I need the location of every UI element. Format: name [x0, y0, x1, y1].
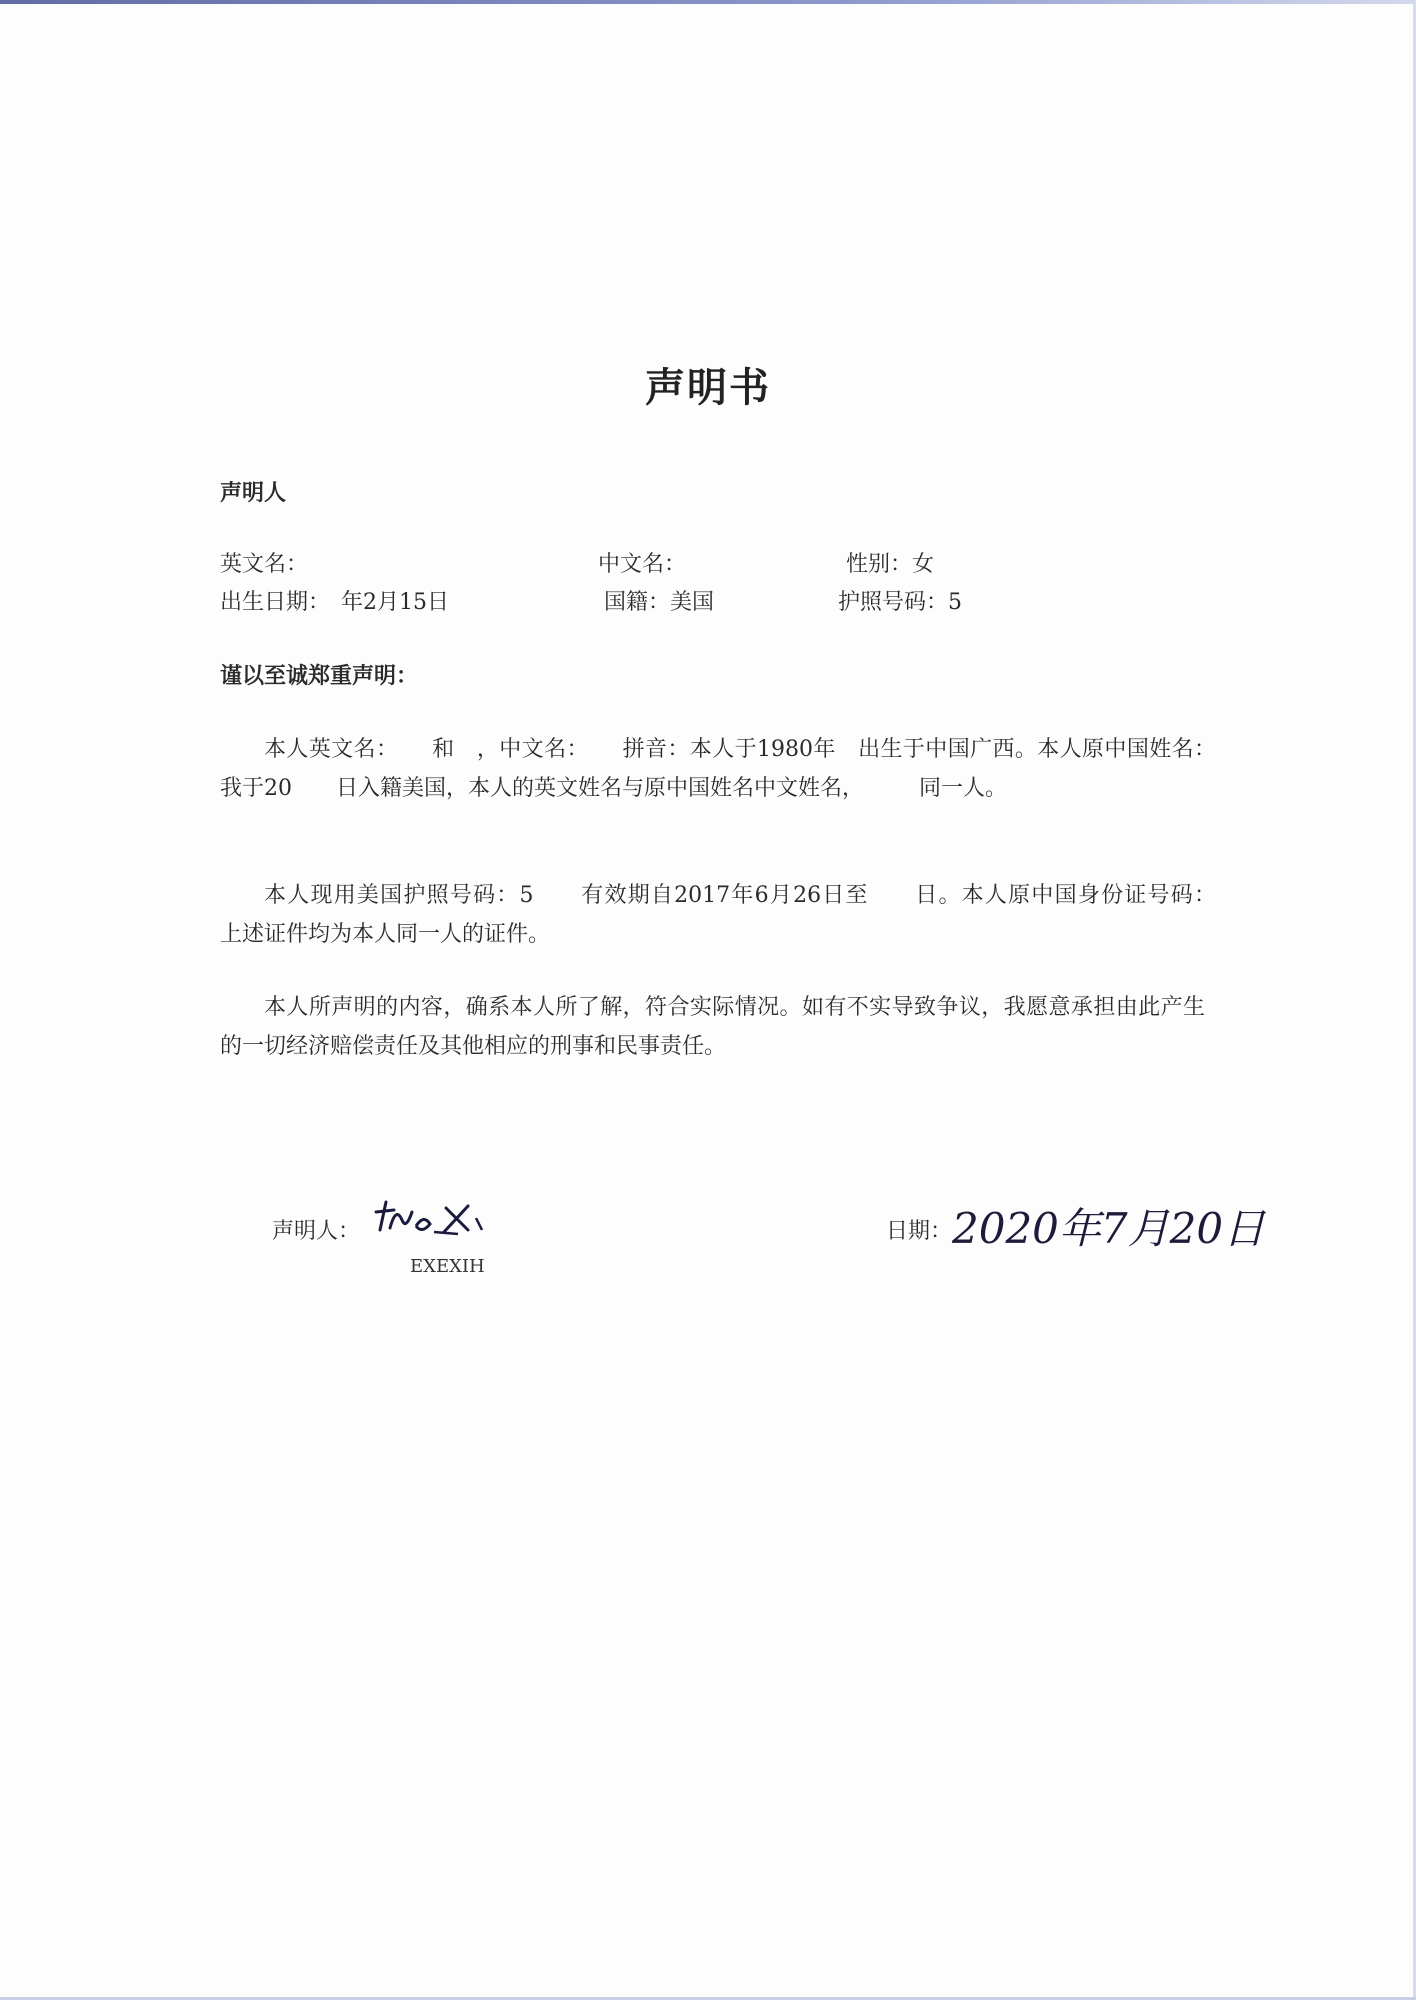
chinese-name-label: 中文名：	[598, 552, 687, 577]
document-title: 声明书	[645, 364, 771, 411]
declarant-heading: 声明人	[220, 480, 287, 506]
declaration-paragraph-3: 本人所声明的内容，确系本人所了解，符合实际情况。如有不实导致争议，我愿意承担由此产生的一切经济赔偿责任及其他相应的刑事和民事责任。	[220, 995, 1205, 1059]
passport-field: 护照号码：5	[838, 590, 962, 615]
solemn-heading: 谨以至诚郑重声明：	[220, 663, 419, 689]
scan-edge-top	[0, 0, 1416, 4]
english-name-label: 英文名：	[220, 552, 309, 577]
declaration-paragraph-1: 本人英文名： 和 ，中文名： 拼音：本人于1980年 出生于中国广西。本人原中国姓名： 我于20 日入籍美国，本人的英文姓名与原中国姓名中文姓名， 同一人。	[220, 737, 1360, 801]
date-label: 日期：	[886, 1219, 953, 1244]
declaration-paragraph-2: 本人现用美国护照号码：5 有效期自2017年6月26日至 日。本人原中国身份证号码： 上述证件均为本人同一人的证件。	[220, 883, 1316, 947]
birth-date-field: 出生日期： 年2月15日	[220, 590, 449, 615]
nationality-field: 国籍：美国	[604, 590, 715, 615]
handwritten-signature	[372, 1190, 512, 1250]
signature-label: 声明人：	[272, 1219, 361, 1244]
gender-field: 性别：女	[846, 552, 935, 577]
printed-name: EXEXIH	[410, 1256, 485, 1277]
handwritten-date: 2020年7月20日	[952, 1204, 1266, 1253]
